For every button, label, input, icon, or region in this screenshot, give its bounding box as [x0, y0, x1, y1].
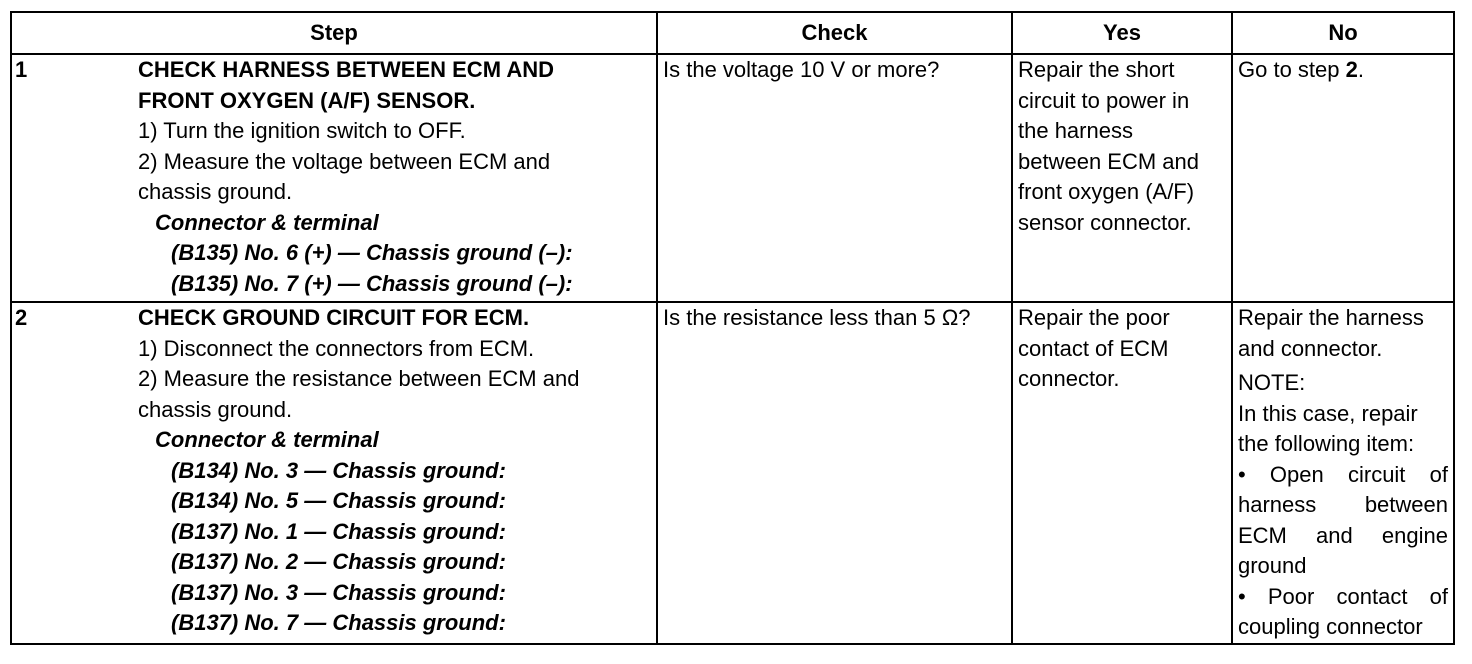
yes-text: sensor connector. [1018, 209, 1192, 235]
header-no: No [1232, 12, 1454, 54]
terminal-item: (B137) No. 1 — Chassis ground: [171, 518, 506, 544]
instruction: 2) Measure the resistance between ECM and [138, 366, 580, 391]
step-number: 2 [15, 305, 28, 330]
terminal-item: (B137) No. 7 — Chassis ground: [171, 610, 506, 635]
connector-heading: Connector & terminal [155, 427, 379, 452]
check-question: Is the resistance less than 5 Ω? [663, 305, 971, 330]
no-suffix: . [1357, 57, 1364, 82]
no-cell [1232, 54, 1454, 302]
terminal-item: (B135) No. 7 (+) — Chassis ground (–): [171, 270, 573, 296]
note-text: the following item: [1238, 431, 1415, 456]
terminal-item: (B134) No. 3 — Chassis ground: [171, 457, 506, 483]
note-text: • Poor contact of [1238, 583, 1448, 609]
check-question: Is the voltage 10 V or more? [663, 57, 940, 82]
note-text: ECM and engine [1238, 522, 1448, 548]
instruction: chassis ground. [138, 179, 293, 204]
terminal-item: (B135) No. 6 (+) — Chassis ground (–): [171, 240, 573, 265]
note-text: • Open circuit of [1238, 461, 1448, 487]
instruction: 1) Turn the ignition switch to OFF. [138, 118, 466, 143]
yes-cell [1012, 54, 1232, 302]
yes-text: circuit to power in [1018, 87, 1190, 113]
yes-text: between ECM and [1018, 148, 1199, 174]
yes-text: Repair the poor [1018, 305, 1170, 330]
header-check: Check [657, 12, 1012, 54]
terminal-item: (B137) No. 3 — Chassis ground: [171, 579, 506, 605]
instruction: chassis ground. [138, 396, 293, 422]
header-yes: Yes [1012, 12, 1232, 54]
no-text: Repair the harness [1238, 305, 1424, 330]
step-cell [11, 54, 657, 302]
yes-cell [1012, 302, 1232, 644]
check-cell [657, 302, 1012, 644]
note-text: coupling connector [1238, 614, 1423, 639]
yes-text: Repair the short [1018, 57, 1175, 82]
terminal-item: (B137) No. 2 — Chassis ground: [171, 549, 506, 574]
yes-text: the harness [1018, 118, 1133, 143]
connector-heading: Connector & terminal [155, 209, 379, 235]
step-title: FRONT OXYGEN (A/F) SENSOR. [138, 87, 476, 113]
no-text: and connector. [1238, 335, 1383, 361]
table-row [11, 54, 1454, 302]
note-text: In this case, repair [1238, 400, 1418, 426]
instruction: 2) Measure the voltage between ECM and [138, 148, 551, 174]
no-prefix: Go to step [1238, 57, 1346, 82]
check-cell [657, 54, 1012, 302]
step-number: 1 [15, 57, 28, 82]
no-step-link: 2 [1345, 57, 1358, 82]
terminal-item: (B134) No. 5 — Chassis ground: [171, 488, 506, 513]
step-cell [11, 302, 657, 644]
yes-text: front oxygen (A/F) [1018, 179, 1195, 204]
no-cell [1232, 302, 1454, 644]
yes-text: connector. [1018, 366, 1120, 391]
step-title: CHECK GROUND CIRCUIT FOR ECM. [138, 305, 530, 330]
note-label: NOTE: [1238, 370, 1306, 395]
step-title: CHECK HARNESS BETWEEN ECM AND [138, 57, 554, 82]
table-row [11, 302, 1454, 644]
note-text: ground [1238, 553, 1307, 578]
note-text: harness between [1238, 492, 1448, 517]
instruction: 1) Disconnect the connectors from ECM. [138, 335, 535, 361]
header-row [11, 12, 1454, 54]
no-text [1238, 55, 1448, 86]
header-step: Step [11, 12, 657, 54]
yes-text: contact of ECM [1018, 335, 1169, 361]
diagnostic-table [10, 11, 1455, 645]
